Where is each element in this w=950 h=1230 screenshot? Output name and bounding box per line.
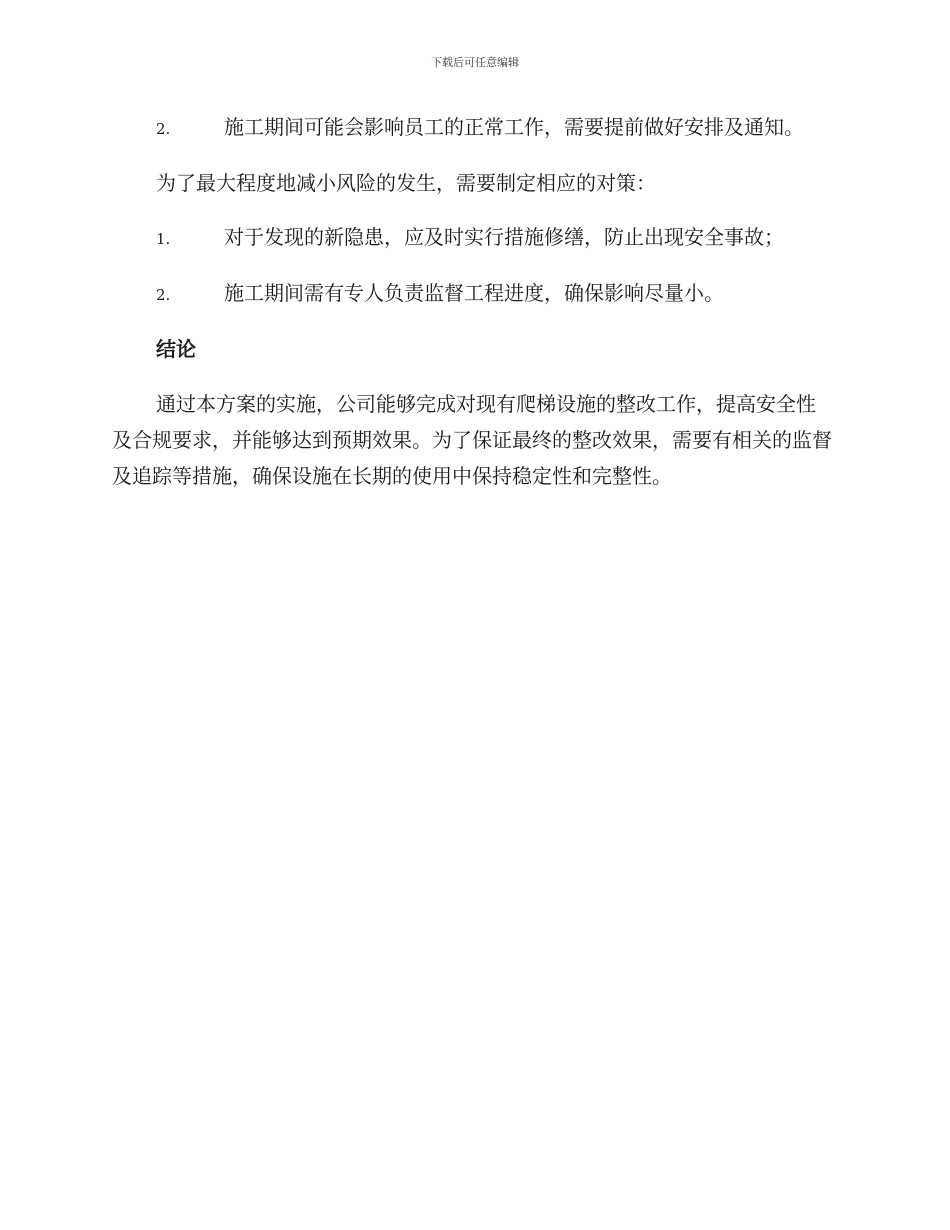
- header-note: 下载后可任意编辑: [431, 56, 519, 69]
- list-text: 对于发现的新隐患，应及时实行措施修缮，防止出现安全事故；: [224, 225, 784, 249]
- risk-list-item-2: [112, 110, 832, 147]
- list-number: 2.: [156, 120, 171, 138]
- countermeasure-list-item-1: [112, 220, 832, 257]
- list-number: 2.: [156, 286, 171, 304]
- conclusion-paragraph: 通过本方案的实施，公司能够完成对现有爬梯设施的整改工作，提高安全性及合规要求，并能够达到预期效果。为了保证最终的整改效果，需要有相关的监督及追踪等措施，确保设施在长期的使用中保持稳定性和完整性。: [112, 392, 832, 488]
- countermeasure-list-item-2: [112, 276, 832, 313]
- list-number: 1.: [156, 230, 171, 248]
- conclusion-heading: 结论: [156, 337, 196, 361]
- countermeasure-intro: 为了最大程度地减小风险的发生，需要制定相应的对策：: [156, 171, 656, 195]
- list-text: 施工期间需有专人负责监督工程进度，确保影响尽量小。: [224, 281, 724, 305]
- list-text: 施工期间可能会影响员工的正常工作，需要提前做好安排及通知。: [224, 115, 804, 139]
- document-body: [112, 110, 832, 513]
